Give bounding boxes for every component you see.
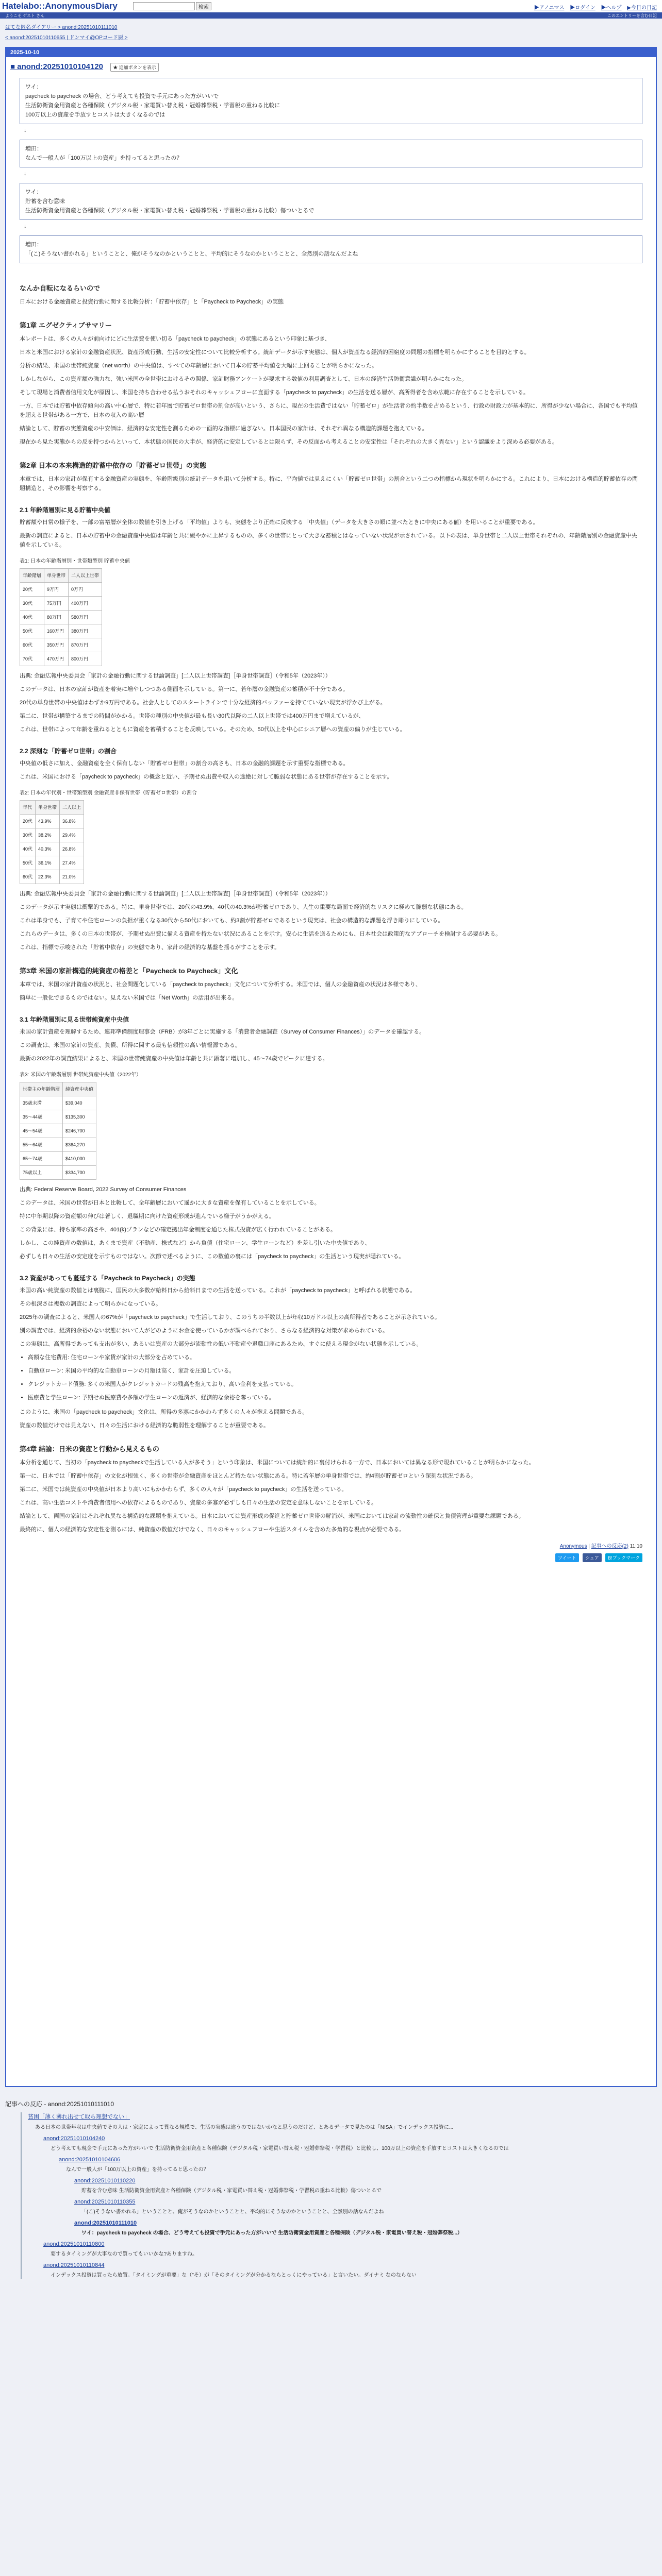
- paragraph: 本章では、日本の家計が保有する金融資産の実態を、年齢階級別の統計データを用いて分析する。特に、平均値では見えにくい「貯蓄ゼロ世帯」の割合という二つの指標から現状を明らかにする。これにより、日本における構造的貯蓄依存の問題構造と、その影響を考察する。: [20, 476, 638, 492]
- table-cell: 65〜74歳: [20, 1151, 63, 1165]
- quote-line: 生活防衛資金用資産と各種保険（デジタル税・家電買い替え税・冠婚葬祭税・学習税の重ねる比較）傷ついとるで: [25, 207, 315, 214]
- table-cell: $135,300: [63, 1110, 96, 1124]
- paragraph: 別の調査では、経済的余裕のない状態において人がどのようにお金を使っているかが調べられており、さらなる経済的な対策が求められている。: [20, 1327, 388, 1334]
- list-item: • 自動車ローン: 米国の平均的な自動車ローンの月額は高く、家計を圧迫している。: [28, 1366, 642, 1376]
- section-paras: [20, 759, 642, 782]
- welcome-text: ようこそ ゲスト さん: [5, 13, 45, 18]
- quote-line: 貯蓄を含む意味: [25, 198, 65, 205]
- table-cell: 30代: [20, 596, 44, 610]
- author-link[interactable]: Anonymous: [559, 1543, 587, 1549]
- paragraph: この背景には、持ち家率の高さや、401(k)プランなどの確定拠出年金制度を通じた株式投資が広く行われていることがある。: [20, 1226, 336, 1233]
- table-cell: 80万円: [44, 610, 69, 624]
- reaction-link[interactable]: anond:20251010110800: [43, 2241, 105, 2247]
- table-cell: 38.2%: [36, 828, 60, 842]
- table-cell: 35〜44歳: [20, 1110, 63, 1124]
- subsection-heading: 3.2 資産があっても蔓延する「Paycheck to Paycheck」の実態: [20, 1274, 195, 1282]
- table-row: [20, 1138, 96, 1151]
- breadcrumb-link[interactable]: はてな匿名ダイアリー > anond:20251010111010: [5, 25, 118, 30]
- bookmark-button[interactable]: B!ブックマーク: [605, 1553, 642, 1562]
- quote-line: 「(こ)そうない書かれる」ということと、俺がそうなのかということと、平均的にそうなのかということと、全然別の話なんだよね: [25, 250, 358, 257]
- paragraph: 本分析を通じて、当初の「paycheck to paycheckで生活している人が多そう」という印象は、米国については統計的に裏付けられる一方で、日本においては異なる形で現れていることが明らかになった。: [20, 1459, 535, 1466]
- table-header-row: [20, 800, 84, 814]
- table-cell: 470万円: [44, 652, 69, 666]
- entry-time: 11:10: [630, 1543, 642, 1549]
- section-paras: [20, 1408, 642, 1430]
- paragraph: 20代の単身世帯の中央値はわずか9万円である。社会人としてのスタートラインで十分な経済的バッファーを持てていない現実が浮かび上がる。: [20, 699, 386, 706]
- reaction-link[interactable]: anond:20251010110844: [43, 2262, 105, 2268]
- data-table: [20, 800, 84, 884]
- data-table: [20, 1082, 96, 1180]
- paragraph: 第二に、米国では純資産の中央値が日本より高いにもかかわらず、多くの人々が「paycheck to paycheck」の生活を送っている。: [20, 1486, 347, 1493]
- table-cell: 35歳未満: [20, 1096, 63, 1110]
- paragraph: この調査は、米国の家計の資産、負債、所得に関する最も信頼性の高い情報源である。: [20, 1042, 241, 1048]
- paragraph: 本レポートは、多くの人々が前向けにどに生活費を使い切る「paycheck to paycheck」の状態にあるという印象に基づき、: [20, 335, 330, 342]
- quote-block: [20, 235, 642, 263]
- table-cell: 43.9%: [36, 814, 60, 828]
- top-link-today[interactable]: ▶今日の日記: [627, 5, 657, 11]
- table-row: [20, 1124, 96, 1138]
- quote-block: [20, 183, 642, 220]
- paragraph: 結論として、貯蓄の実態資産の中安価は、経済的な安定性を測るための一面的な指標に過ぎない。日本国民の家計は、それぞれ異なる構造的課題を抱えている。: [20, 425, 428, 432]
- paragraph: 最新の2022年の調査結果によると、米国の世帯純資産の中央値は年齢と共に顕著に増加し、45〜74歳でピークに達する。: [20, 1055, 328, 1062]
- subsection-heading: 2.2 深刻な「貯蓄ゼロ世帯」の割合: [20, 747, 117, 755]
- section-paras: [20, 334, 642, 447]
- section-heading: 第1章 エグゼクティブサマリー: [20, 321, 112, 329]
- quote-line: ワイ：: [25, 83, 42, 90]
- bullet-list: [28, 1353, 642, 1402]
- paragraph: しかしながら、この資産額の強力な、強い米国の全世帯におけるその関係、家計財務アンケートが要求する数値の利用調査として、日本の経済生活防衛意識が明らかになった。: [20, 376, 468, 382]
- paragraph: これは、高い生活コストや消費者信用への依存によるものであり、資産の多寡が必ずしも日々の生活の安定を意味しないことを示している。: [20, 1499, 377, 1506]
- table-header-cell: 年代: [20, 800, 36, 814]
- table-cell: $39,040: [63, 1096, 96, 1110]
- table-row: [20, 652, 102, 666]
- entry-title-row: [10, 62, 652, 72]
- table-cell: 75歳以上: [20, 1165, 63, 1179]
- section-paras: [20, 980, 642, 1003]
- top-bar: [0, 0, 662, 12]
- paragraph: これは、世帯によって年齢を重ねるとともに資産を蓄積することを反映している。そのため、50代以上を中心にシニア層への資産の偏りが生じている。: [20, 726, 406, 733]
- table-row: [20, 582, 102, 596]
- paragraph: このデータが示す実態は衝撃的である。特に、単身世帯では、20代の43.9%、40代の40.3%が貯蓄ゼロであり、人生の重要な局面で経済的なリスクに極めて脆弱な状態にある。: [20, 904, 467, 910]
- paragraph: このように、米国の「paycheck to paycheck」文化は、所得の多寡にかかわらず多くの人々が抱える問題である。: [20, 1409, 308, 1415]
- table-cell: 380万円: [69, 624, 102, 638]
- paragraph: 資産の数値だけでは見えない、日々の生活における経済的な脆弱性を理解することが重要である。: [20, 1422, 269, 1429]
- paragraph: 米国の高い純資産の数値とは裏腹に、国民の大多数が給料日から給料日までの生活を送っている。これが「paycheck to paycheck」と呼ばれる状態である。: [20, 1287, 416, 1294]
- paragraph: 結論として、両国の家計はそれぞれ異なる構造的な課題を抱えている。日本においては資産形成の促進と貯蓄ゼロ世帯の解消が、米国においては家計の流動性の確保と負債管理が重要な課題である。: [20, 1513, 524, 1519]
- reaction-link[interactable]: anond:20251010104240: [43, 2136, 105, 2142]
- paragraph: これらのデータは、多くの日本の世帯が、予期せぬ出費に備える資産を持たない状況にあることを示す。安心に生活を送るためにも、日本社会は政策的なアプローチを検討する必要がある。: [20, 930, 502, 937]
- table-cell: 45〜54歳: [20, 1124, 63, 1138]
- paragraph: 日本と米国における家計の金融資産状況、資産形成行動、生活の安定性について比較分析する。統計データが示す実態は、個人が資産なる経済的困窮度の問題の指標を明らかにすることを目的とする。: [20, 349, 530, 355]
- paragraph: この実態は、高所得であっても支出が多い、あるいは資産の大部分が流動性の低い不動産や退職口座にあるため、すぐに使える現金がない状態を示している。: [20, 1341, 422, 1347]
- table-row: [20, 1096, 96, 1110]
- table-row: [20, 610, 102, 624]
- paragraph: 貯蓄額や日常の様子を、一部の富裕層が全体の数値を引き上げる「平均値」よりも、実態をより正確に反映する「中央値」（データを大きさの順に並べたときに中央にある値）を用いることが重要である。: [20, 519, 539, 526]
- table-cell: 70代: [20, 652, 44, 666]
- reaction-item: [59, 2157, 657, 2174]
- table-source: 出典: Federal Reserve Board, 2022 Survey of Consumer Finances: [20, 1186, 187, 1193]
- table-row: [20, 814, 84, 828]
- table-cell: 800万円: [69, 652, 102, 666]
- table-cell: 870万円: [69, 638, 102, 652]
- table-cell: 60代: [20, 870, 36, 884]
- table-header-cell: 年齢階層: [20, 568, 44, 582]
- share-buttons: [20, 1553, 642, 1562]
- quote-line: なんで一般人が「100万以上の資産」を持ってると思ったの？: [25, 155, 183, 161]
- table-header-cell: 二人以上世帯: [69, 568, 102, 582]
- reaction-excerpt: ワイ：paycheck to paycheck の場合、どう考えても投資で手元にあった方がいいで 生活防衛資金用資産と各種保険（デジタル税・家電買い替え税・冠婚葬祭税...）: [81, 2230, 463, 2236]
- table-cell: 580万円: [69, 610, 102, 624]
- section-paras: [20, 1286, 642, 1349]
- quote-line: ワイ：: [25, 189, 42, 195]
- paragraph: 一方、日本では貯蓄中依存傾向の高い中心層で、特に若年層で貯蓄ゼロ世帯の割合が高いという、さらに、現在の生活費ではない「貯蓄ゼロ」が生活者の約半数を占めるという、行政の財政力が基本的に、所得が少ない場合に、各国でも平均値を超える世帯がある一方で、日本の収入の高い層: [20, 402, 638, 418]
- paragraph: 本章では、米国の家計資産の状況と、社会問題化している「paycheck to paycheck」文化について分析する。米国では、個人の金融資産の状況は多様であり、: [20, 981, 422, 988]
- article-body: [20, 284, 642, 1534]
- section-paras: [20, 1027, 642, 1063]
- table-row: [20, 1151, 96, 1165]
- star-button[interactable]: ★ 追加ボタンを表示: [110, 63, 159, 72]
- list-item: • クレジットカード債務: 多くの米国人がクレジットカードの残高を抱えており、高い金利を支払っている。: [28, 1380, 642, 1389]
- paragraph: 最新の調査によると、日本の貯蓄中の金融資産中央値は年齢と共に緩やかに上昇するものの、多くの世帯にとって大きな蓄積とはなっていない状況が示されている。以下の表は、単身世帯と二人以上世帯それぞれの、年齢階層別の金融資産中央値を示している。: [20, 532, 637, 548]
- table-caption: 表3: 米国の年齢階層別 世帯純資産中央値（2022年）: [20, 1072, 142, 1078]
- breadcrumb: [5, 23, 657, 30]
- table-cell: 55〜64歳: [20, 1138, 63, 1151]
- quote-block: [20, 78, 642, 124]
- paragraph: 分析の結果、米国の世帯純資産（net worth）の中央値は、すべての年齢層において日本の貯蓄平均値を大幅に上回ることが明らかになった。: [20, 362, 378, 369]
- entry-title[interactable]: ■ anond:20251010104120: [10, 62, 104, 71]
- tweet-button[interactable]: ツイート: [555, 1553, 579, 1562]
- reaction-item: [28, 2112, 657, 2131]
- table-cell: 40代: [20, 610, 44, 624]
- paragraph: 現在から見た実態からの反を持つからといって、本状態の国民の大半が、経済的に安定しているとは限らず、その反面から考えることの安定性は「それぞれの大きく異ない」という認識をより深める必要がある。: [20, 438, 558, 445]
- table-cell: 36.1%: [36, 856, 60, 870]
- top-link-help[interactable]: ▶ヘルプ: [601, 5, 622, 11]
- table-row: [20, 1110, 96, 1124]
- section-paras: [20, 1198, 642, 1261]
- section-heading: 第2章 日本の本来構造的貯蓄中依存の「貯蓄ゼロ世帯」の実態: [20, 461, 206, 469]
- table-cell: 50代: [20, 624, 44, 638]
- top-link-login[interactable]: ▶ログイン: [570, 5, 595, 11]
- quote-block: [20, 140, 642, 167]
- table-header-row: [20, 568, 102, 582]
- reactions-link[interactable]: 記事への反応(2): [591, 1543, 628, 1549]
- share-button[interactable]: シェア: [583, 1553, 602, 1562]
- table-row: [20, 596, 102, 610]
- table-cell: 0万円: [69, 582, 102, 596]
- section-paras: [20, 1458, 642, 1534]
- table-header-cell: 純資産中央値: [63, 1082, 96, 1096]
- table-cell: 400万円: [69, 596, 102, 610]
- table-cell: 75万円: [44, 596, 69, 610]
- table-source: 出典: 金融広報中央委員会「家計の金融行動に関する世論調査」[二人以上世帯調査]［単身世帯調査］（令和5年（2023年））: [20, 890, 331, 897]
- entry-container: [5, 47, 657, 2087]
- arrow-down-icon: ↓: [24, 127, 27, 133]
- paragraph: 特に中年期以降の資産額の伸びは著しく、退職期に向けた資産形成が進んでいる様子がうかがえる。: [20, 1213, 275, 1219]
- table-source: 出典: 金融広報中央委員会「家計の金融行動に関する世論調査」[二人以上世帯調査]［単身世帯調査］（令和5年（2023年））: [20, 672, 331, 679]
- table-cell: 27.4%: [60, 856, 84, 870]
- section-paras: [20, 474, 642, 493]
- paragraph: 2025年の調査によると、米国人の67%が「paycheck to paycheck」で生活しており、このうちの半数以上が年収10万ドル以上の高所得者であることが示されている。: [20, 1314, 440, 1320]
- table-cell: 350万円: [44, 638, 69, 652]
- nav-related-link[interactable]: このエントリーを含む日記: [607, 13, 657, 18]
- quote-line: 増田：: [25, 145, 42, 152]
- paragraph: そして現場と消費者信用文化が原因し、米国を持ち合わせる払うおそれのキャッシュフローに直面する「paycheck to paycheck」の生活を送る層が、高所得者を含め広範に存在することを示している。: [20, 389, 529, 396]
- table-cell: 29.4%: [60, 828, 84, 842]
- table-cell: 21.0%: [60, 870, 84, 884]
- paragraph: このデータは、日本の家計が資産を着実に増やしつつある側面を示している。第一に、若年層の金融資産の蓄積が不十分である。: [20, 686, 349, 692]
- table-header-cell: 単身世帯: [36, 800, 60, 814]
- reactions-tree: [21, 2112, 657, 2279]
- list-item: • 医療費と学生ローン: 予期せぬ医療費や多額の学生ローンの返済が、経済的な余裕を奪っている。: [28, 1393, 642, 1402]
- search-button[interactable]: 検索: [196, 2, 211, 10]
- data-table: [20, 568, 102, 666]
- table-header-cell: 世帯主の年齢階層: [20, 1082, 63, 1096]
- table-cell: 26.8%: [60, 842, 84, 856]
- paragraph: 米国の家計資産を理解するため、連邦準備制度理事会（FRB）が3年ごとに実施する「消費者金融調査（Survey of Consumer Finances）」のデータを確認する。: [20, 1028, 425, 1035]
- paragraph: これは、指標で示唆された「貯蓄中依存」の実態であり、家計の経済的な基盤を揺るがすことを示す。: [20, 944, 280, 951]
- reaction-link[interactable]: 貧困「薄く薄れ出せて取ら理想でない」: [28, 2114, 130, 2120]
- table-cell: 40.3%: [36, 842, 60, 856]
- reaction-excerpt: 貯蓄を含む意味 生活防衛資金用資産と各種保険（デジタル税・家電買い替え税・冠婚葬祭税・学習税の重ねる比較）傷ついとるで: [81, 2188, 382, 2194]
- reaction-link[interactable]: anond:20251010104606: [59, 2157, 121, 2163]
- list-item: • 高額な住宅費用: 住宅ローンや家賃が家計の大部分を占めている。: [28, 1353, 642, 1362]
- table-cell: 20代: [20, 582, 44, 596]
- table-cell: 36.8%: [60, 814, 84, 828]
- table-cell: 160万円: [44, 624, 69, 638]
- arrow-down-icon: ↓: [24, 170, 27, 177]
- table-header-cell: 二人以上: [60, 800, 84, 814]
- table-cell: $410,000: [63, 1151, 96, 1165]
- quote-line: 増田：: [25, 241, 42, 248]
- reaction-excerpt: インデックス投資は買ったら放置。「タイミングが重要」な（"そ）が「そのタイミングが分かるならとっくにやっている」と言いたい。ダイナミ なのならない: [51, 2273, 417, 2278]
- table-cell: 30代: [20, 828, 36, 842]
- paragraph: 中央値の低さに加え、金融資産を全く保有しない「貯蓄ゼロ世帯」の割合の高さも、日本の金融的課題を示す重要な指標である。: [20, 760, 349, 767]
- reaction-item: [74, 2199, 657, 2216]
- table-row: [20, 842, 84, 856]
- paragraph: 第二に、世帯が構築するまでの時間がかかる。世帯の種別の中央値が最も長い30代以降の二人以上世帯では400万円まで増えているが、: [20, 713, 365, 719]
- top-link-anonymous[interactable]: ▶アノニマス: [534, 5, 565, 11]
- section-heading: 第3章 米国の家計構造的純資産の格差と「Paycheck to Paycheck」文化: [20, 967, 238, 975]
- table-header-cell: 単身世帯: [44, 568, 69, 582]
- table-cell: 20代: [20, 814, 36, 828]
- reaction-excerpt: どう考えても現金で手元にあった方がいいで 生活防衛資金用資産と各種保険（デジタル税・家電買い替え税・冠婚葬祭税・学習税）と比較し、100万以上の資産を手放すとコストは大きくなるのでは: [51, 2146, 509, 2151]
- paragraph: このデータは、米国の世帯が日本と比較して、全年齢層において遥かに大きな資産を保有していることを示している。: [20, 1199, 320, 1206]
- paragraph: 最終的に、個人の経済的な安定性を測るには、純資産の数値だけでなく、日々のキャッシュフローや生活スタイルを含めた多角的な視点が必要である。: [20, 1526, 405, 1533]
- table-header-row: [20, 1082, 96, 1096]
- reaction-excerpt: 「(こ)そうない書かれる」ということと、俺がそうなのかということと、平均的にそうなのかということと、全然別の話なんだよね: [81, 2209, 384, 2215]
- reactions-title: 記事への反応 - anond:20251010111010: [5, 2100, 114, 2108]
- pager: [5, 33, 657, 41]
- reaction-item: [74, 2178, 657, 2195]
- table-cell: $246,700: [63, 1124, 96, 1138]
- subsection-heading: 2.1 年齢階層別に見る貯蓄中央値: [20, 506, 111, 514]
- reaction-link[interactable]: anond:20251010110220: [74, 2178, 136, 2184]
- paragraph: しかし、この純資産の数値は、あくまで資産（不動産、株式など）から負債（住宅ローン、学生ローンなど）を差し引いた中央値であり、: [20, 1240, 371, 1246]
- section-paras: [20, 685, 642, 734]
- paragraph: 簡単に一般化できるものではない。見えない米国では「Net Worth」の活用が出来る。: [20, 994, 238, 1001]
- quote-line: paycheck to paycheck の場合、どう考えても投資で手元にあった方がいいで: [25, 93, 219, 99]
- table-cell: $334,700: [63, 1165, 96, 1179]
- arrow-down-icon: ↓: [24, 223, 27, 229]
- paragraph: その根深さは複数の調査によって明らかになっている。: [20, 1300, 161, 1307]
- paragraph: これは、米国における「paycheck to paycheck」の概念と近い、予期せぬ出費や収入の途絶に対して脆弱な状態にある世帯が存在することを示す。: [20, 773, 393, 780]
- table-cell: 22.3%: [36, 870, 60, 884]
- section-paras: [20, 518, 642, 550]
- reaction-item: [74, 2220, 657, 2237]
- table-caption: 表2: 日本の年代別・世帯類型別 金融資産非保有世帯（貯蓄ゼロ世帯）の割合: [20, 790, 197, 796]
- reaction-excerpt: なんで一般人が「100万以上の資産」を持ってると思ったの？: [66, 2167, 209, 2173]
- reaction-link[interactable]: anond:20251010110355: [74, 2199, 136, 2205]
- table-row: [20, 870, 84, 884]
- table-row: [20, 1165, 96, 1179]
- table-caption: 表1: 日本の年齢階層別・世帯類型別 貯蓄中央値: [20, 558, 130, 564]
- search-input[interactable]: [133, 2, 195, 10]
- reactions-section: [5, 2099, 657, 2279]
- article-subtitle: 日本における金融資産と投資行動に関する比較分析：「貯蓄中依存」と「Paycheck to Paycheck」の実態: [20, 298, 284, 305]
- nav-bar: [0, 12, 662, 19]
- table-row: [20, 624, 102, 638]
- reaction-link[interactable]: anond:20251010111010: [74, 2220, 137, 2226]
- site-logo[interactable]: Hatelabo::AnonymousDiary: [2, 1, 118, 11]
- pager-links[interactable]: < anond:20251010110655 | ドンマイ@OPコード厨 >: [5, 35, 128, 41]
- entry-date: 2025-10-10: [6, 48, 656, 57]
- reaction-item: [43, 2262, 657, 2279]
- table-row: [20, 828, 84, 842]
- table-row: [20, 638, 102, 652]
- quote-line: 100万以上の資産を手放すとコストは大きくなるのでは: [25, 111, 166, 118]
- table-row: [20, 856, 84, 870]
- paragraph: これは単身でも、子育てや住宅ローンの負担が重くなる30代から50代においても、約3割が貯蓄ゼロであるという現実は、社会の構造的な課題を浮き彫りにしている。: [20, 917, 444, 924]
- paragraph: 必ずしも日々の生活の安定度を示すものではない。次節で述べるように、この数値の裏には「paycheck to paycheck」の生活という現実が隠れている。: [20, 1253, 405, 1260]
- table-cell: 9万円: [44, 582, 69, 596]
- reaction-excerpt: 要するタイミングが大事なので買ってもいいかな?ありますね。: [51, 2251, 198, 2257]
- table-cell: 50代: [20, 856, 36, 870]
- table-cell: 60代: [20, 638, 44, 652]
- table-cell: 40代: [20, 842, 36, 856]
- subsection-heading: 3.1 年齢階層別に見る世帯純資産中央値: [20, 1015, 129, 1023]
- reaction-excerpt: ある日本の世帯年収は中央値でその人は・家庭によって異なる規模で、生活の実態は違うのではないかなと思うのだけど、とあるデータで見たのは「NISA」でインデックス投資に...: [35, 2125, 454, 2130]
- quote-line: 生活防衛資金用資産と各種保険（デジタル税・家電買い替え税・冠婚葬祭税・学習税の重ねる比較に: [25, 102, 280, 109]
- reaction-item: [43, 2136, 657, 2153]
- section-paras: [20, 903, 642, 952]
- section-heading: 第4章 結論：日米の資産と行動から見えるもの: [20, 1445, 159, 1453]
- paragraph: 第一に、日本では「貯蓄中依存」の文化が根強く、多くの世帯が金融資産をほとんど持たない状態にある。特に若年層の単身世帯では、約4割が貯蓄ゼロという深刻な状況である。: [20, 1472, 476, 1479]
- table-cell: $364,270: [63, 1138, 96, 1151]
- top-links: [530, 3, 657, 11]
- entry-footer: Anonymous | 記事への反応(2) 11:10: [559, 1543, 642, 1549]
- article-heading: なんか自転になるらいので: [20, 284, 101, 292]
- reaction-item: [43, 2241, 657, 2258]
